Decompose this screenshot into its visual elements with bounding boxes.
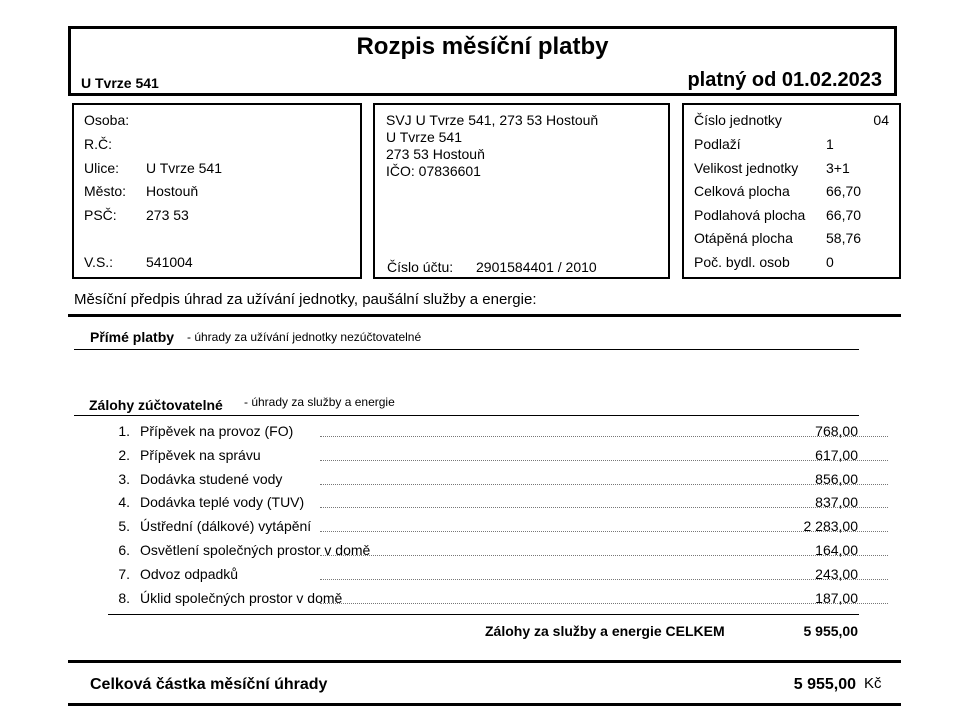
- total-area-label: Celková plocha: [694, 183, 790, 199]
- mesto-value: Hostouň: [146, 183, 199, 199]
- intro-text: Měsíční předpis úhrad za užívání jednotky, paušální služby a energie:: [74, 291, 537, 308]
- svj-line-1: SVJ U Tvrze 541, 273 53 Hostouň: [386, 112, 599, 128]
- advance-item: [110, 494, 860, 516]
- item-name: Odvoz odpadků: [140, 566, 239, 582]
- header-box: [68, 26, 897, 96]
- dot-leader: [320, 436, 888, 437]
- ulice-value: U Tvrze 541: [146, 160, 222, 176]
- item-number: 1.: [118, 423, 130, 439]
- divider-top: [68, 314, 901, 317]
- total-value: 5 955,00: [793, 676, 856, 693]
- item-number: 5.: [118, 518, 130, 534]
- item-name: Osvětlení společných prostor v domě: [140, 542, 371, 558]
- item-name: Dodávka teplé vody (TUV): [140, 494, 305, 510]
- svj-line-3: 273 53 Hostouň: [386, 146, 485, 162]
- divider-total-bottom: [68, 703, 901, 706]
- valid-from: platný od 01.02.2023: [687, 69, 882, 91]
- advance-item: [110, 471, 860, 493]
- divider-direct: [74, 349, 859, 350]
- item-number: 8.: [118, 590, 130, 606]
- advance-item: [110, 542, 860, 564]
- advance-item: [110, 566, 860, 588]
- vs-label: V.S.:: [84, 254, 114, 270]
- heated-area-value: 58,76: [826, 230, 862, 246]
- item-number: 3.: [118, 471, 130, 487]
- advance-item: [110, 423, 860, 445]
- document-title: Rozpis měsíční platby: [356, 33, 609, 60]
- item-amount: 164,00: [815, 542, 858, 558]
- osoba-label: Osoba:: [84, 112, 130, 128]
- floor-area-label: Podlahová plocha: [694, 207, 806, 223]
- advances-title: Zálohy zúčtovatelné: [89, 397, 223, 413]
- floor-label: Podlaží: [694, 136, 741, 152]
- person-box: [72, 103, 362, 279]
- unit-number-label: Číslo jednotky: [694, 112, 782, 128]
- direct-payments-title: Přímé platby: [90, 329, 175, 345]
- unit-number-value: 04: [873, 112, 889, 128]
- dot-leader: [320, 603, 888, 604]
- psc-label: PSČ:: [84, 207, 117, 223]
- item-name: Dodávka studené vody: [140, 471, 283, 487]
- item-amount: 243,00: [815, 566, 858, 582]
- total-area-value: 66,70: [826, 183, 862, 199]
- svj-line-2: U Tvrze 541: [386, 129, 462, 145]
- advance-item: [110, 518, 860, 540]
- total-currency: Kč: [864, 675, 882, 692]
- dot-leader: [320, 507, 888, 508]
- dot-leader: [320, 579, 888, 580]
- item-amount: 837,00: [815, 494, 858, 510]
- dot-leader: [320, 460, 888, 461]
- unit-size-value: 3+1: [826, 160, 850, 176]
- item-name: Přípěvek na správu: [140, 447, 261, 463]
- item-number: 7.: [118, 566, 130, 582]
- svj-box: [373, 103, 670, 279]
- house-name: U Tvrze 541: [81, 75, 159, 91]
- advance-item: [110, 590, 860, 612]
- ulice-label: Ulice:: [84, 160, 120, 176]
- vs-value: 541004: [146, 254, 193, 270]
- item-name: Úklid společných prostor v domě: [140, 590, 343, 606]
- item-number: 2.: [118, 447, 130, 463]
- unit-box: [682, 103, 901, 279]
- advances-note: - úhrady za služby a energie: [244, 395, 395, 409]
- item-name: Ústřední (dálkové) vytápění: [140, 518, 312, 534]
- account-label: Číslo účtu:: [387, 259, 454, 275]
- item-amount: 768,00: [815, 423, 858, 439]
- subtotal-label: Zálohy za služby a energie CELKEM: [485, 623, 725, 639]
- divider-advances: [74, 415, 859, 416]
- floor-area-value: 66,70: [826, 207, 862, 223]
- divider-total-top: [68, 660, 901, 663]
- item-amount: 2 283,00: [803, 518, 858, 534]
- advance-item: [110, 447, 860, 469]
- dot-leader: [320, 555, 888, 556]
- unit-size-label: Velikost jednotky: [694, 160, 799, 176]
- rc-label: R.Č:: [84, 136, 112, 152]
- floor-value: 1: [826, 136, 834, 152]
- item-name: Přípěvek na provoz (FO): [140, 423, 294, 439]
- item-amount: 617,00: [815, 447, 858, 463]
- dot-leader: [320, 484, 888, 485]
- item-amount: 187,00: [815, 590, 858, 606]
- mesto-label: Město:: [84, 183, 127, 199]
- item-amount: 856,00: [815, 471, 858, 487]
- residents-value: 0: [826, 254, 834, 270]
- item-number: 6.: [118, 542, 130, 558]
- item-number: 4.: [118, 494, 130, 510]
- divider-subtotal: [108, 614, 859, 615]
- account-value: 2901584401 / 2010: [476, 259, 597, 275]
- direct-payments-note: - úhrady za užívání jednotky nezúčtovatelné: [187, 330, 422, 344]
- heated-area-label: Otápěná plocha: [694, 230, 793, 246]
- subtotal-value: 5 955,00: [803, 623, 858, 639]
- psc-value: 273 53: [146, 207, 189, 223]
- residents-label: Poč. bydl. osob: [694, 254, 790, 270]
- svj-line-4: IČO: 07836601: [386, 163, 481, 179]
- total-label: Celková částka měsíční úhrady: [90, 676, 328, 693]
